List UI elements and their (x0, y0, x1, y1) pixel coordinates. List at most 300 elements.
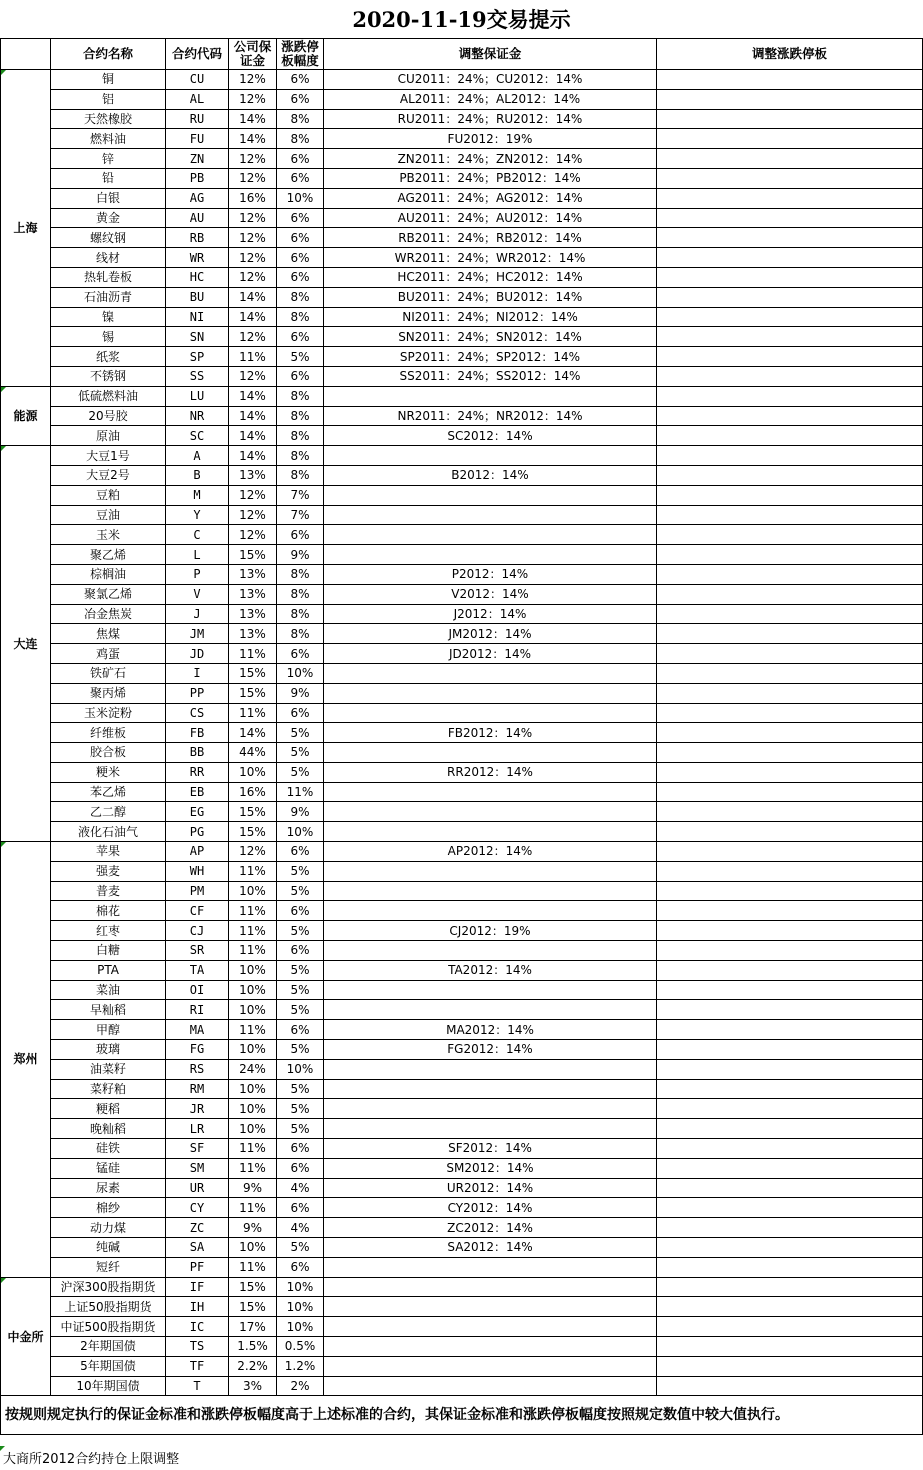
header-adjusted-limit: 调整涨跌停板 (657, 39, 923, 70)
adjusted-limit-cell (657, 347, 923, 367)
contract-name-cell: 锡 (51, 327, 166, 347)
table-row (1, 248, 923, 268)
company-margin-cell: 15% (229, 822, 277, 842)
adjusted-margin-cell (324, 901, 657, 921)
company-margin-cell: 13% (229, 584, 277, 604)
adjusted-margin-cell: CJ2012：19% (324, 921, 657, 941)
company-margin-cell: 12% (229, 327, 277, 347)
contract-code-cell: LU (166, 386, 229, 406)
table-row (1, 960, 923, 980)
adjusted-margin-cell: WR2011：24%；WR2012：14% (324, 248, 657, 268)
adjusted-margin-cell: FB2012：14% (324, 723, 657, 743)
company-margin-cell: 9% (229, 1178, 277, 1198)
header-contract-code: 合约代码 (166, 39, 229, 70)
contract-code-cell: C (166, 525, 229, 545)
limit-range-cell: 5% (277, 723, 324, 743)
limit-range-cell: 6% (277, 1158, 324, 1178)
limit-range-cell: 6% (277, 70, 324, 90)
table-row (1, 545, 923, 565)
adjusted-limit-cell (657, 446, 923, 466)
limit-range-cell: 8% (277, 584, 324, 604)
limit-range-cell: 6% (277, 248, 324, 268)
limit-range-cell: 4% (277, 1218, 324, 1238)
table-row (1, 1000, 923, 1020)
limit-range-cell: 4% (277, 1178, 324, 1198)
adjusted-limit-cell (657, 386, 923, 406)
table-row (1, 485, 923, 505)
limit-range-cell: 6% (277, 208, 324, 228)
adjusted-limit-cell (657, 881, 923, 901)
contract-code-cell: AU (166, 208, 229, 228)
company-margin-cell: 3% (229, 1376, 277, 1396)
adjusted-limit-cell (657, 1198, 923, 1218)
contract-code-cell: SS (166, 366, 229, 386)
company-margin-cell: 12% (229, 89, 277, 109)
adjusted-limit-cell (657, 426, 923, 446)
adjusted-limit-cell (657, 624, 923, 644)
table-row (1, 1317, 923, 1337)
limit-range-cell: 6% (277, 168, 324, 188)
company-margin-cell: 13% (229, 564, 277, 584)
limit-range-cell: 8% (277, 564, 324, 584)
contract-code-cell: RU (166, 109, 229, 129)
limit-range-cell: 6% (277, 703, 324, 723)
adjusted-margin-cell: SM2012：14% (324, 1158, 657, 1178)
adjusted-margin-cell (324, 822, 657, 842)
contract-name-cell: 中证500股指期货 (51, 1317, 166, 1337)
table-row (1, 1337, 923, 1357)
limit-range-cell: 6% (277, 366, 324, 386)
limit-range-cell: 6% (277, 644, 324, 664)
limit-range-cell: 6% (277, 149, 324, 169)
company-margin-cell: 14% (229, 109, 277, 129)
company-margin-cell: 12% (229, 267, 277, 287)
note-row (1, 1396, 923, 1435)
limit-range-cell: 6% (277, 1139, 324, 1159)
limit-range-cell: 10% (277, 1297, 324, 1317)
company-margin-cell: 1.5% (229, 1337, 277, 1357)
table-row (1, 762, 923, 782)
contract-name-cell: 铅 (51, 168, 166, 188)
table-header-row (1, 39, 923, 70)
company-margin-cell: 13% (229, 465, 277, 485)
adjusted-margin-cell: NR2011：24%；NR2012：14% (324, 406, 657, 426)
limit-range-cell: 7% (277, 505, 324, 525)
adjusted-limit-cell (657, 307, 923, 327)
adjusted-limit-cell (657, 129, 923, 149)
adjusted-margin-cell (324, 1119, 657, 1139)
adjusted-limit-cell (657, 1158, 923, 1178)
contract-name-cell: 粳米 (51, 762, 166, 782)
contract-code-cell: RR (166, 762, 229, 782)
adjusted-limit-cell (657, 366, 923, 386)
limit-range-cell: 8% (277, 426, 324, 446)
contract-code-cell: Y (166, 505, 229, 525)
limit-range-cell: 5% (277, 347, 324, 367)
contract-code-cell: SR (166, 941, 229, 961)
contract-code-cell: SM (166, 1158, 229, 1178)
limit-range-cell: 8% (277, 446, 324, 466)
contract-name-cell: 棉花 (51, 901, 166, 921)
table-row (1, 1356, 923, 1376)
contract-name-cell: 鸡蛋 (51, 644, 166, 664)
contract-code-cell: SF (166, 1139, 229, 1159)
adjusted-margin-cell: SS2011：24%；SS2012：14% (324, 366, 657, 386)
contract-code-cell: BU (166, 287, 229, 307)
adjusted-limit-cell (657, 1099, 923, 1119)
contract-code-cell: IH (166, 1297, 229, 1317)
table-row (1, 208, 923, 228)
table-row (1, 822, 923, 842)
adjusted-margin-cell: MA2012：14% (324, 1020, 657, 1040)
adjusted-margin-cell: RU2011：24%；RU2012：14% (324, 109, 657, 129)
table-row (1, 921, 923, 941)
adjusted-limit-cell (657, 762, 923, 782)
contract-code-cell: NI (166, 307, 229, 327)
adjusted-margin-cell (324, 881, 657, 901)
margin-table (0, 38, 923, 1435)
table-row (1, 505, 923, 525)
adjusted-limit-cell (657, 921, 923, 941)
company-margin-cell: 11% (229, 861, 277, 881)
limit-range-cell: 7% (277, 485, 324, 505)
adjusted-margin-cell (324, 505, 657, 525)
table-row (1, 564, 923, 584)
adjusted-margin-cell: HC2011：24%；HC2012：14% (324, 267, 657, 287)
table-row (1, 1020, 923, 1040)
table-row (1, 1297, 923, 1317)
limit-range-cell: 10% (277, 1317, 324, 1337)
contract-code-cell: WH (166, 861, 229, 881)
table-row (1, 109, 923, 129)
contract-code-cell: CF (166, 901, 229, 921)
limit-range-cell: 6% (277, 941, 324, 961)
contract-code-cell: TF (166, 1356, 229, 1376)
limit-range-cell: 8% (277, 406, 324, 426)
company-margin-cell: 10% (229, 1119, 277, 1139)
adjusted-margin-cell (324, 1059, 657, 1079)
limit-range-cell: 10% (277, 188, 324, 208)
company-margin-cell: 9% (229, 1218, 277, 1238)
table-row (1, 70, 923, 90)
contract-name-cell: 动力煤 (51, 1218, 166, 1238)
adjusted-margin-cell (324, 941, 657, 961)
table-row (1, 604, 923, 624)
rule-note: 按规则规定执行的保证金标准和涨跌停板幅度高于上述标准的合约，其保证金标准和涨跌停板幅度按照规定数值中较大值执行。 (1, 1396, 923, 1435)
contract-code-cell: MA (166, 1020, 229, 1040)
exchange-cell: 中金所 (1, 1277, 51, 1396)
limit-range-cell: 5% (277, 743, 324, 763)
adjusted-margin-cell: SF2012：14% (324, 1139, 657, 1159)
exchange-cell: 能源 (1, 386, 51, 445)
contract-code-cell: RM (166, 1079, 229, 1099)
company-margin-cell: 14% (229, 426, 277, 446)
company-margin-cell: 10% (229, 960, 277, 980)
table-row (1, 1238, 923, 1258)
contract-name-cell: 尿素 (51, 1178, 166, 1198)
adjusted-limit-cell (657, 1079, 923, 1099)
adjusted-margin-cell (324, 1257, 657, 1277)
contract-name-cell: 铝 (51, 89, 166, 109)
adjusted-limit-cell (657, 465, 923, 485)
adjusted-margin-cell: ZN2011：24%；ZN2012：14% (324, 149, 657, 169)
adjusted-margin-cell (324, 1376, 657, 1396)
header-adjusted-margin: 调整保证金 (324, 39, 657, 70)
table-row (1, 406, 923, 426)
adjusted-limit-cell (657, 960, 923, 980)
limit-range-cell: 8% (277, 604, 324, 624)
table-row (1, 287, 923, 307)
adjusted-margin-cell: SP2011：24%；SP2012：14% (324, 347, 657, 367)
contract-code-cell: B (166, 465, 229, 485)
contract-name-cell: 胶合板 (51, 743, 166, 763)
limit-range-cell: 9% (277, 683, 324, 703)
table-row (1, 347, 923, 367)
adjusted-margin-cell: RR2012：14% (324, 762, 657, 782)
contract-code-cell: J (166, 604, 229, 624)
limit-range-cell: 6% (277, 525, 324, 545)
contract-name-cell: 20号胶 (51, 406, 166, 426)
adjusted-limit-cell (657, 743, 923, 763)
adjusted-limit-cell (657, 267, 923, 287)
limit-range-cell: 5% (277, 980, 324, 1000)
contract-code-cell: PP (166, 683, 229, 703)
contract-code-cell: EG (166, 802, 229, 822)
table-row (1, 1376, 923, 1396)
company-margin-cell: 12% (229, 525, 277, 545)
company-margin-cell: 10% (229, 881, 277, 901)
adjusted-margin-cell: SC2012：14% (324, 426, 657, 446)
company-margin-cell: 2.2% (229, 1356, 277, 1376)
adjusted-margin-cell: UR2012：14% (324, 1178, 657, 1198)
adjusted-margin-cell: AL2011：24%；AL2012：14% (324, 89, 657, 109)
table-row (1, 861, 923, 881)
adjusted-limit-cell (657, 584, 923, 604)
limit-range-cell: 6% (277, 1257, 324, 1277)
contract-code-cell: AL (166, 89, 229, 109)
table-row (1, 1198, 923, 1218)
adjusted-limit-cell (657, 1356, 923, 1376)
adjusted-margin-cell (324, 446, 657, 466)
contract-code-cell: PM (166, 881, 229, 901)
company-margin-cell: 15% (229, 683, 277, 703)
company-margin-cell: 13% (229, 604, 277, 624)
contract-name-cell: 白糖 (51, 941, 166, 961)
table-row (1, 1139, 923, 1159)
contract-name-cell: 菜油 (51, 980, 166, 1000)
adjusted-margin-cell: NI2011：24%；NI2012：14% (324, 307, 657, 327)
contract-name-cell: 红枣 (51, 921, 166, 941)
company-margin-cell: 24% (229, 1059, 277, 1079)
company-margin-cell: 14% (229, 446, 277, 466)
limit-range-cell: 9% (277, 545, 324, 565)
company-margin-cell: 11% (229, 347, 277, 367)
limit-range-cell: 9% (277, 802, 324, 822)
table-row (1, 683, 923, 703)
contract-code-cell: NR (166, 406, 229, 426)
contract-code-cell: CS (166, 703, 229, 723)
contract-code-cell: PG (166, 822, 229, 842)
company-margin-cell: 10% (229, 1099, 277, 1119)
contract-code-cell: OI (166, 980, 229, 1000)
adjusted-limit-cell (657, 723, 923, 743)
contract-name-cell: 油菜籽 (51, 1059, 166, 1079)
exchange-cell: 上海 (1, 70, 51, 387)
contract-name-cell: 锰硅 (51, 1158, 166, 1178)
contract-name-cell: 聚乙烯 (51, 545, 166, 565)
adjusted-limit-cell (657, 188, 923, 208)
adjusted-limit-cell (657, 1139, 923, 1159)
adjusted-limit-cell (657, 644, 923, 664)
contract-name-cell: PTA (51, 960, 166, 980)
contract-name-cell: 镍 (51, 307, 166, 327)
contract-code-cell: PB (166, 168, 229, 188)
adjusted-margin-cell: TA2012：14% (324, 960, 657, 980)
contract-code-cell: HC (166, 267, 229, 287)
contract-name-cell: 2年期国债 (51, 1337, 166, 1357)
adjusted-margin-cell: CU2011：24%；CU2012：14% (324, 70, 657, 90)
company-margin-cell: 14% (229, 287, 277, 307)
adjusted-limit-cell (657, 208, 923, 228)
adjusted-limit-cell (657, 703, 923, 723)
adjusted-limit-cell (657, 782, 923, 802)
contract-code-cell: FU (166, 129, 229, 149)
adjusted-margin-cell (324, 782, 657, 802)
table-row (1, 89, 923, 109)
adjusted-margin-cell: JM2012：14% (324, 624, 657, 644)
contract-code-cell: TA (166, 960, 229, 980)
contract-code-cell: JD (166, 644, 229, 664)
table-row (1, 1277, 923, 1297)
limit-range-cell: 0.5% (277, 1337, 324, 1357)
adjusted-margin-cell: PB2011：24%；PB2012：14% (324, 168, 657, 188)
company-margin-cell: 11% (229, 921, 277, 941)
table-row (1, 584, 923, 604)
company-margin-cell: 12% (229, 366, 277, 386)
table-row (1, 307, 923, 327)
adjusted-limit-cell (657, 802, 923, 822)
adjusted-margin-cell: AP2012：14% (324, 842, 657, 862)
contract-name-cell: 冶金焦炭 (51, 604, 166, 624)
company-margin-cell: 15% (229, 1277, 277, 1297)
company-margin-cell: 16% (229, 782, 277, 802)
contract-code-cell: WR (166, 248, 229, 268)
table-row (1, 1040, 923, 1060)
contract-code-cell: PF (166, 1257, 229, 1277)
limit-range-cell: 10% (277, 1059, 324, 1079)
adjusted-limit-cell (657, 1337, 923, 1357)
table-row (1, 881, 923, 901)
contract-code-cell: ZC (166, 1218, 229, 1238)
page-title: 2020-11-19交易提示 (352, 7, 571, 32)
limit-range-cell: 8% (277, 129, 324, 149)
adjusted-limit-cell (657, 1178, 923, 1198)
contract-code-cell: AP (166, 842, 229, 862)
adjusted-limit-cell (657, 1000, 923, 1020)
adjusted-limit-cell (657, 1119, 923, 1139)
adjusted-limit-cell (657, 70, 923, 90)
company-margin-cell: 11% (229, 901, 277, 921)
header-contract-name: 合约名称 (51, 39, 166, 70)
table-row (1, 525, 923, 545)
contract-code-cell: RB (166, 228, 229, 248)
company-margin-cell: 11% (229, 1257, 277, 1277)
limit-range-cell: 5% (277, 881, 324, 901)
company-margin-cell: 10% (229, 980, 277, 1000)
contract-name-cell: 5年期国债 (51, 1356, 166, 1376)
contract-name-cell: 短纤 (51, 1257, 166, 1277)
contract-name-cell: 硅铁 (51, 1139, 166, 1159)
contract-code-cell: A (166, 446, 229, 466)
contract-name-cell: 菜籽粕 (51, 1079, 166, 1099)
table-row (1, 465, 923, 485)
limit-range-cell: 10% (277, 822, 324, 842)
limit-range-cell: 5% (277, 1000, 324, 1020)
contract-name-cell: 纸浆 (51, 347, 166, 367)
limit-range-cell: 2% (277, 1376, 324, 1396)
adjusted-limit-cell (657, 941, 923, 961)
adjusted-limit-cell (657, 1257, 923, 1277)
limit-range-cell: 5% (277, 960, 324, 980)
contract-name-cell: 玉米 (51, 525, 166, 545)
contract-code-cell: LR (166, 1119, 229, 1139)
adjusted-margin-cell (324, 1000, 657, 1020)
contract-name-cell: 燃料油 (51, 129, 166, 149)
table-row (1, 149, 923, 169)
header-exchange (1, 39, 51, 70)
limit-range-cell: 8% (277, 307, 324, 327)
table-row (1, 624, 923, 644)
contract-name-cell: 原油 (51, 426, 166, 446)
table-row (1, 1178, 923, 1198)
contract-name-cell: 热轧卷板 (51, 267, 166, 287)
table-row (1, 1079, 923, 1099)
limit-range-cell: 6% (277, 1020, 324, 1040)
adjusted-margin-cell: JD2012：14% (324, 644, 657, 664)
adjusted-margin-cell: RB2011：24%；RB2012：14% (324, 228, 657, 248)
company-margin-cell: 12% (229, 248, 277, 268)
limit-range-cell: 1.2% (277, 1356, 324, 1376)
table-row (1, 782, 923, 802)
limit-range-cell: 6% (277, 327, 324, 347)
table-row (1, 366, 923, 386)
table-row (1, 842, 923, 862)
limit-range-cell: 8% (277, 109, 324, 129)
contract-name-cell: 大豆2号 (51, 465, 166, 485)
contract-name-cell: 铜 (51, 70, 166, 90)
company-margin-cell: 44% (229, 743, 277, 763)
adjusted-limit-cell (657, 980, 923, 1000)
contract-name-cell: 天然橡胶 (51, 109, 166, 129)
limit-range-cell: 6% (277, 228, 324, 248)
contract-name-cell: 晚籼稻 (51, 1119, 166, 1139)
company-margin-cell: 11% (229, 1158, 277, 1178)
company-margin-cell: 12% (229, 505, 277, 525)
adjusted-limit-cell (657, 248, 923, 268)
adjusted-limit-cell (657, 1238, 923, 1258)
limit-range-cell: 8% (277, 465, 324, 485)
limit-range-cell: 5% (277, 921, 324, 941)
contract-name-cell: 苯乙烯 (51, 782, 166, 802)
adjusted-margin-cell: V2012：14% (324, 584, 657, 604)
exchange-cell: 郑州 (1, 842, 51, 1278)
table-row (1, 327, 923, 347)
table-row (1, 980, 923, 1000)
adjusted-limit-cell (657, 842, 923, 862)
limit-range-cell: 11% (277, 782, 324, 802)
company-margin-cell: 10% (229, 1000, 277, 1020)
adjusted-margin-cell (324, 1099, 657, 1119)
